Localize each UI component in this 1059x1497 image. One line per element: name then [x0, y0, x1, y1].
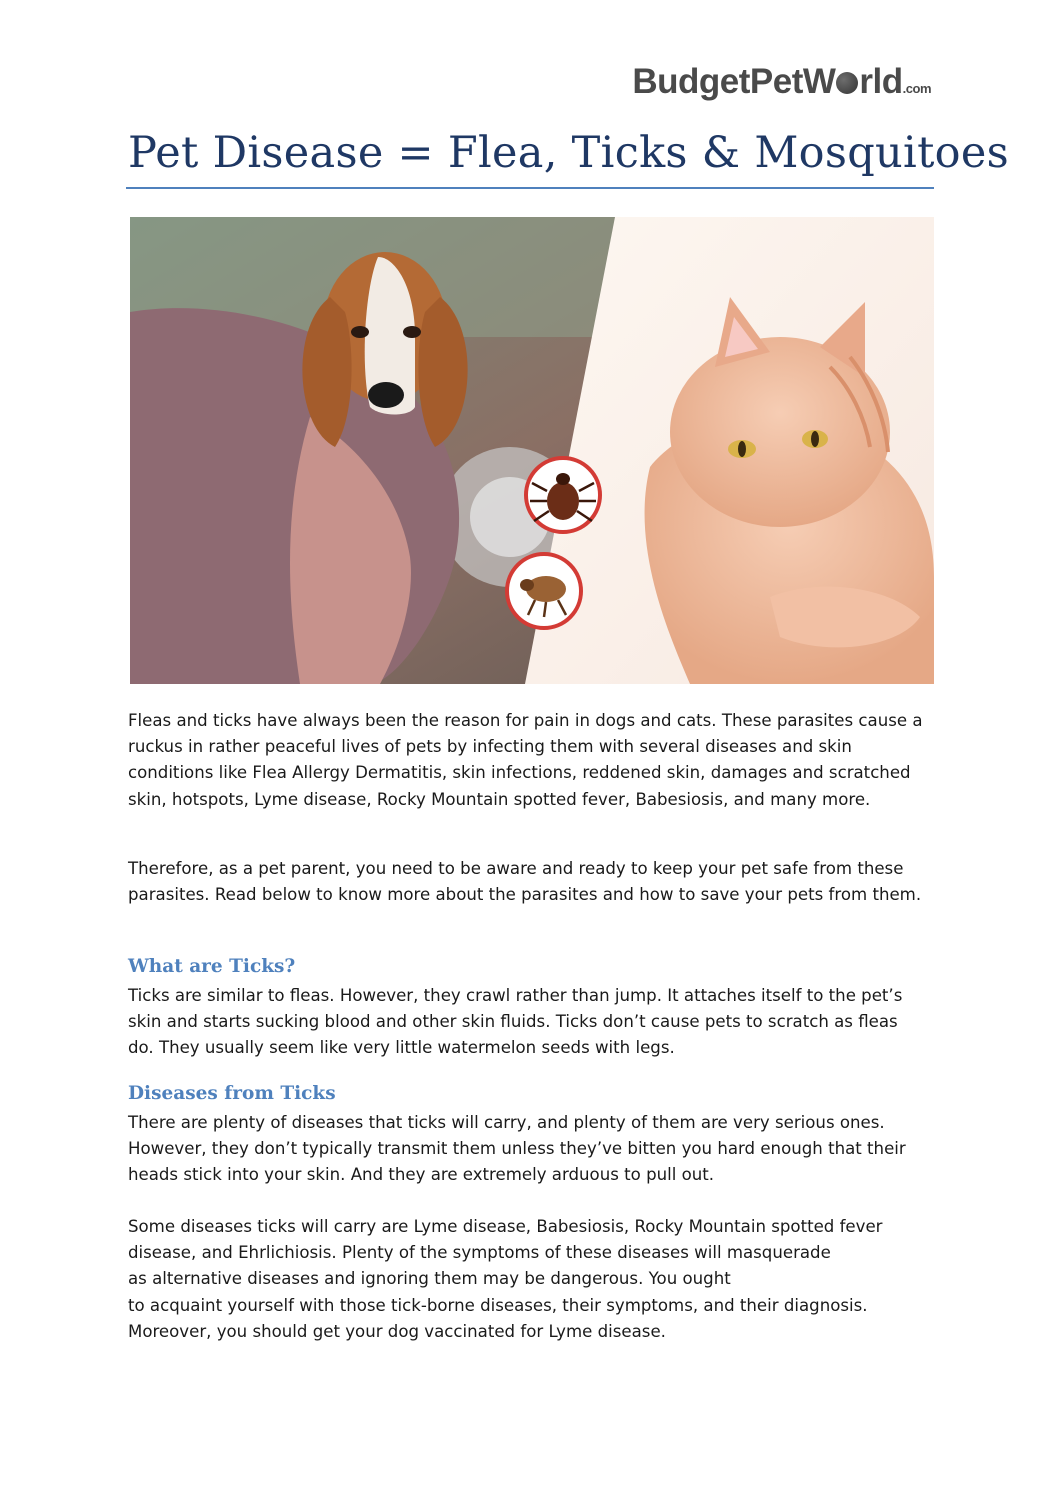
logo-tld: .com	[902, 81, 931, 96]
diseases-paragraph-2	[128, 1214, 928, 1345]
intro-paragraph-2: Therefore, as a pet parent, you need to be aware and ready to keep your pet safe from these parasites. Read below to know more about the parasites and how to save your pets from them.	[128, 859, 922, 905]
section-heading-diseases: Diseases from Ticks	[128, 1083, 336, 1104]
diseases-line-3: to acquaint yourself with those tick-borne diseases, their symptoms, and their diagnosis. Moreover, you should get your dog vaccinated for Lyme disease.	[128, 1295, 868, 1341]
intro-paragraph-1: Fleas and ticks have always been the reason for pain in dogs and cats. These parasites cause a ruckus in rather peaceful lives of pets by infecting them with several diseases and skin conditions like Flea Allergy Dermatitis, skin infections, reddened skin, damages and scratched skin, hotspots, Lyme disease, Rocky Mountain spotted fever, Babesiosis, and many more.	[128, 711, 923, 809]
diseases-paragraph-1: There are plenty of diseases that ticks will carry, and plenty of them are very serious ones. However, they don’t typically transmit them unless they’ve bitten you hard enough that their heads stick into your skin. And they are extremely arduous to pull out.	[128, 1113, 906, 1185]
ticks-paragraph: Ticks are similar to fleas. However, they crawl rather than jump. It attaches itself to the pet’s skin and starts sucking blood and other skin fluids. Ticks don’t cause pets to scratch as fleas do. They usually seem like very little watermelon seeds with legs.	[128, 986, 903, 1058]
logo-text-tail: rld	[859, 62, 903, 101]
site-logo	[632, 62, 931, 102]
tick-icon	[526, 458, 600, 532]
page-title: Pet Disease = Flea, Ticks & Mosquitoes	[128, 128, 1009, 178]
diseases-line-2: as alternative diseases and ignoring them may be dangerous. You ought	[128, 1269, 731, 1289]
flea-icon	[507, 554, 581, 628]
logo-text: BudgetPetW	[632, 62, 836, 101]
diseases-line-1: Some diseases ticks will carry are Lyme disease, Babesiosis, Rocky Mountain spotted fever disease, and Ehrlichiosis. Plenty of the symptoms of these diseases will masquerade	[128, 1217, 883, 1263]
section-heading-ticks: What are Ticks?	[128, 956, 296, 977]
hero-image	[130, 217, 934, 684]
globe-icon	[836, 72, 858, 94]
title-divider	[126, 187, 934, 189]
